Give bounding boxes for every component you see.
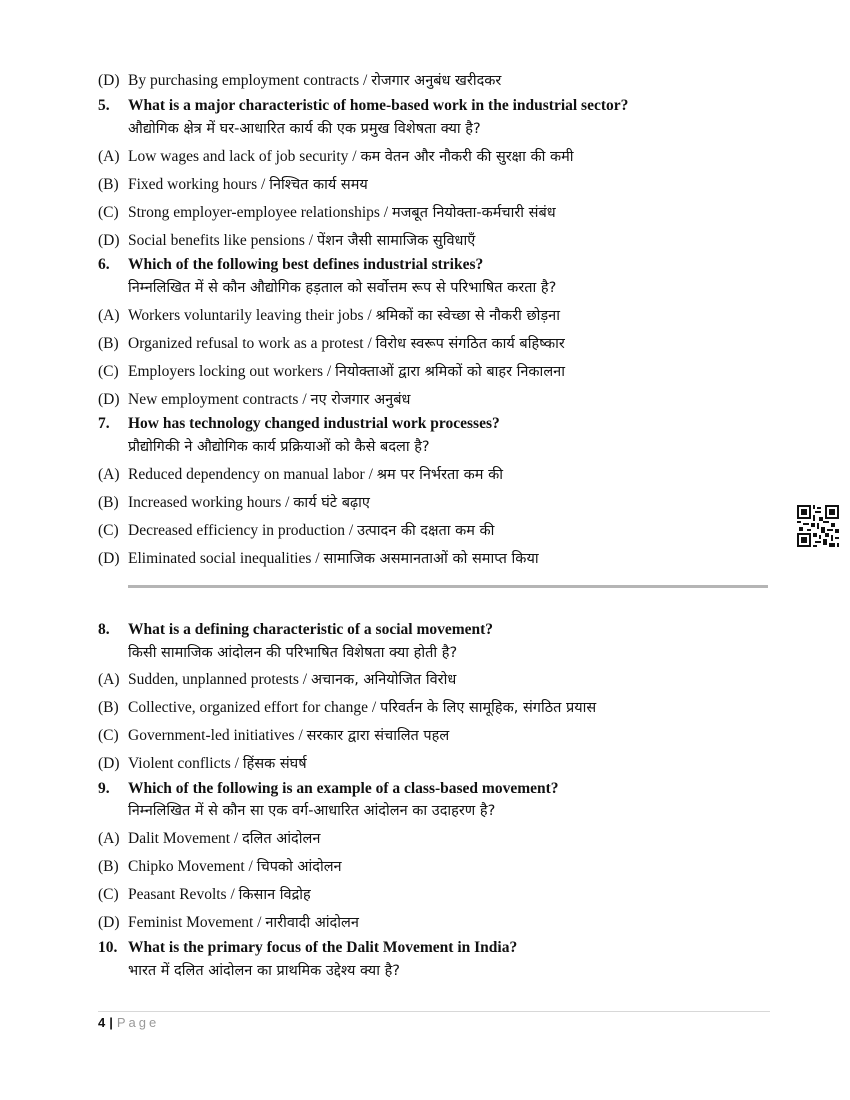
option-text-en: New employment contracts /	[128, 391, 307, 408]
option-text-en: Organized refusal to work as a protest /	[128, 335, 372, 352]
option-text-en: Employers locking out workers /	[128, 363, 332, 380]
question-number: 9.	[98, 780, 110, 797]
option-label: (A)	[98, 148, 120, 165]
option-text-hi: हिंसक संघर्ष	[242, 756, 307, 772]
option-label: (C)	[98, 204, 119, 221]
question-text-hi: किसी सामाजिक आंदोलन की परिभाषित विशेषता क्या होती है?	[128, 645, 458, 661]
option-text-hi: नारीवादी आंदोलन	[265, 915, 359, 931]
option-label: (B)	[98, 335, 119, 352]
question-text-en: What is the primary focus of the Dalit Movement in India?	[128, 939, 518, 956]
option-text-en: Fixed working hours /	[128, 176, 266, 193]
option-text-hi: नियोक्ताओं द्वारा श्रमिकों को बाहर निकालना	[335, 364, 565, 380]
question-text-hi: निम्नलिखित में से कौन सा एक वर्ग-आधारित आंदोलन का उदाहरण है?	[128, 803, 496, 819]
option-text-en: Strong employer-employee relationships /	[128, 204, 389, 221]
page-number: 4	[98, 1015, 106, 1030]
option-text-en: Increased working hours /	[128, 494, 290, 511]
footer-rule	[98, 1011, 770, 1012]
option-text-hi: उत्पादन की दक्षता कम की	[357, 523, 495, 539]
option-label: (A)	[98, 466, 120, 483]
option-text-hi: नए रोजगार अनुबंध	[310, 392, 411, 408]
question-text-hi: निम्नलिखित में से कौन औद्योगिक हड़ताल को सर्वोत्तम रूप से परिभाषित करता है?	[128, 280, 557, 296]
option-text-en: Social benefits like pensions /	[128, 232, 314, 249]
option-text-hi: मजबूत नियोक्ता-कर्मचारी संबंध	[392, 205, 556, 221]
option-text-hi: दलित आंदोलन	[242, 831, 321, 847]
option-text-en: Sudden, unplanned protests /	[128, 671, 308, 688]
option-text-hi: चिपको आंदोलन	[256, 859, 342, 875]
option-label: (A)	[98, 671, 120, 688]
option-text-en: Violent conflicts /	[128, 755, 239, 772]
option-label: (A)	[98, 830, 120, 847]
option-text-hi: अचानक, अनियोजित विरोध	[310, 672, 457, 688]
option-text-hi: परिवर्तन के लिए सामूहिक, संगठित प्रयास	[380, 700, 597, 716]
option-label: (C)	[98, 886, 119, 903]
option-label: (C)	[98, 727, 119, 744]
option-text-hi: सरकार द्वारा संचालित पहल	[306, 728, 450, 744]
option-text-hi: कम वेतन और नौकरी की सुरक्षा की कमी	[360, 149, 574, 165]
option-label: (A)	[98, 307, 120, 324]
question-number: 10.	[98, 939, 118, 956]
option-text-en: Reduced dependency on manual labor /	[128, 466, 373, 483]
question-text-en: What is a defining characteristic of a social movement?	[128, 621, 494, 638]
option-text-hi: कार्य घंटे बढ़ाए	[293, 495, 370, 511]
section-divider	[128, 585, 768, 588]
option-text-en: Chipko Movement /	[128, 858, 253, 875]
question-number: 6.	[98, 256, 110, 273]
option-text-hi: किसान विद्रोह	[238, 887, 311, 903]
question-text-en: What is a major characteristic of home-based work in the industrial sector?	[128, 97, 629, 114]
option-text-hi: रोजगार अनुबंध खरीदकर	[371, 73, 502, 89]
option-label: (B)	[98, 176, 119, 193]
option-label: (B)	[98, 699, 119, 716]
option-text-en: Peasant Revolts /	[128, 886, 235, 903]
option-text-hi: श्रम पर निर्भरता कम की	[376, 467, 503, 483]
page-word: Page	[116, 1015, 160, 1030]
question-number: 7.	[98, 415, 110, 432]
option-text-hi: सामाजिक असमानताओं को समाप्त किया	[323, 551, 539, 567]
option-text-en: By purchasing employment contracts /	[128, 72, 368, 89]
option-label: (C)	[98, 363, 119, 380]
option-label: (D)	[98, 550, 120, 567]
question-text-hi: भारत में दलित आंदोलन का प्राथमिक उद्देश्य क्या है?	[128, 963, 400, 979]
option-label: (D)	[98, 391, 120, 408]
option-label: (B)	[98, 858, 119, 875]
footer-separator: |	[109, 1015, 113, 1030]
question-text-en: How has technology changed industrial work processes?	[128, 415, 500, 432]
option-text-en: Collective, organized effort for change /	[128, 699, 377, 716]
option-label: (D)	[98, 72, 120, 89]
question-text-hi: प्रौद्योगिकी ने औद्योगिक कार्य प्रक्रियाओं को कैसे बदला है?	[128, 439, 430, 455]
option-text-en: Dalit Movement /	[128, 830, 239, 847]
option-label: (C)	[98, 522, 119, 539]
option-label: (D)	[98, 232, 120, 249]
option-text-en: Feminist Movement /	[128, 914, 262, 931]
option-text-en: Government-led initiatives /	[128, 727, 303, 744]
option-text-en: Decreased efficiency in production /	[128, 522, 354, 539]
option-label: (D)	[98, 755, 120, 772]
qr-code-icon	[797, 505, 839, 547]
option-text-en: Low wages and lack of job security /	[128, 148, 357, 165]
option-text-hi: पेंशन जैसी सामाजिक सुविधाएँ	[316, 233, 476, 249]
option-label: (D)	[98, 914, 120, 931]
question-text-en: Which of the following best defines industrial strikes?	[128, 256, 484, 273]
option-text-hi: विरोध स्वरूप संगठित कार्य बहिष्कार	[375, 336, 565, 352]
option-text-hi: निश्चित कार्य समय	[269, 177, 368, 193]
option-text-en: Workers voluntarily leaving their jobs /	[128, 307, 372, 324]
page-footer	[98, 1015, 159, 1030]
option-label: (B)	[98, 494, 119, 511]
option-text-en: Eliminated social inequalities /	[128, 550, 320, 567]
option-text-hi: श्रमिकों का स्वेच्छा से नौकरी छोड़ना	[375, 308, 560, 324]
question-number: 8.	[98, 621, 110, 638]
question-text-en: Which of the following is an example of a class-based movement?	[128, 780, 559, 797]
question-number: 5.	[98, 97, 110, 114]
question-text-hi: औद्योगिक क्षेत्र में घर-आधारित कार्य की एक प्रमुख विशेषता क्या है?	[128, 121, 481, 137]
